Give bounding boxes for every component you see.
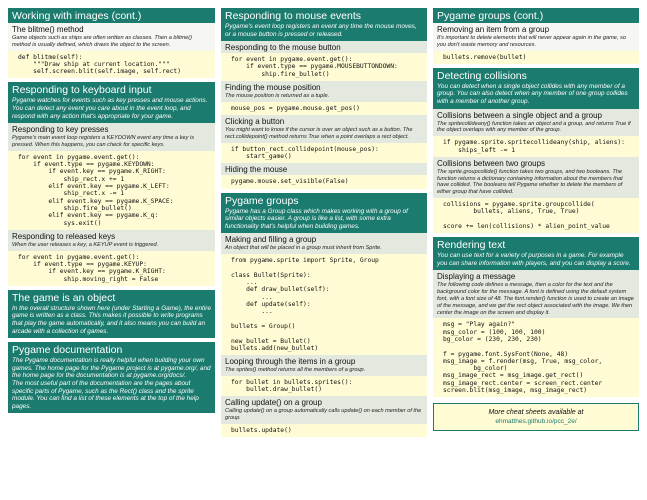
section bbox=[221, 8, 427, 189]
section-intro: Pygame has a Group class which makes working with a group of similar objects easier. A group is like a list, with some extra functionality that's helpful when building games. bbox=[221, 208, 427, 234]
section-intro: Pygame's event loop registers an event any time the mouse moves, or a mouse button is pressed or released. bbox=[221, 23, 427, 41]
subsection-description: It's important to delete elements that will never appear again in the game, so you don't waste memory and resources. bbox=[433, 35, 639, 51]
subsection-title: Responding to the mouse button bbox=[221, 41, 427, 53]
column-1 bbox=[8, 8, 215, 417]
section-title: The game is an object bbox=[8, 290, 215, 305]
section-intro: Pygame watches for events such as key presses and mouse actions. You can detect any event you care about in the event loop, and respond with any action that's appropriate for your game. bbox=[8, 97, 215, 123]
subsection-title: Clicking a button bbox=[221, 115, 427, 127]
subsection-title: The blitme() method bbox=[8, 23, 215, 35]
section bbox=[8, 290, 215, 338]
code-block: collisions = pygame.sprite.groupcollide( bullets, aliens, True, True) score += len(collisions) * alien_point_value bbox=[433, 198, 639, 233]
subsection-title: Removing an item from a group bbox=[433, 23, 639, 35]
subsection-description: Game objects such as ships are often written as classes. Then a blitme() method is usually defined, which draws the object to the screen. bbox=[8, 35, 215, 51]
subsection-description: When the user releases a key, a KEYUP event is triggered. bbox=[8, 242, 215, 251]
more-cheatsheets-link[interactable]: ehmatthes.github.io/pcc_2e/ bbox=[495, 418, 577, 426]
section-title: Responding to mouse events bbox=[221, 8, 427, 23]
subsection-description: Calling update() on a group automatically calls update() on each member of the group. bbox=[221, 408, 427, 424]
section-title: Detecting collisions bbox=[433, 68, 639, 83]
section-intro: You can use text for a variety of purposes in a game. For example you can share information with players, and you can display a score. bbox=[433, 252, 639, 270]
section-title: Responding to keyboard input bbox=[8, 82, 215, 97]
subsection-title: Displaying a message bbox=[433, 270, 639, 282]
subsection-description: Pygame's main event loop registers a KEYDOWN event any time a key is pressed. When this happens, you can check for specific keys. bbox=[8, 135, 215, 151]
section-title: Pygame groups (cont.) bbox=[433, 8, 639, 23]
section bbox=[8, 342, 215, 413]
section-intro: You can detect when a single object collides with any member of a group. You can also detect when any member of one group collides with a member of another group. bbox=[433, 83, 639, 109]
section-title: Pygame documentation bbox=[8, 342, 215, 357]
code-block: for bullet in bullets.sprites(): bullet.draw_bullet() bbox=[221, 376, 427, 397]
column-3 bbox=[433, 8, 639, 431]
section bbox=[433, 8, 639, 64]
section bbox=[221, 193, 427, 438]
column-2 bbox=[221, 8, 427, 441]
section bbox=[8, 82, 215, 285]
subsection-description: The spritecollideany() function takes an object and a group, and returns True if the object overlaps with any member of the group. bbox=[433, 121, 639, 137]
section-title: Rendering text bbox=[433, 237, 639, 252]
code-block: bullets.update() bbox=[221, 424, 427, 437]
subsection-description: You might want to know if the cursor is over an object such as a button. The rect.collidepoint() method returns True when a point overlaps a rect object. bbox=[221, 127, 427, 143]
subsection-title: Collisions between a single object and a group bbox=[433, 109, 639, 121]
section-intro: The Pygame documentation is really helpful when building your own games. The home page for the Pygame project is at pygame.org/, and the home page for the documentation is at pygame.org/docs/. The most useful part of the documentation are the pages about specific parts of Pygame, such as the Rect() class and the sprite module. You can find a list of these elements at the top of the help pages. bbox=[8, 357, 215, 413]
subsection-title: Collisions between two groups bbox=[433, 157, 639, 169]
subsection-title: Responding to key presses bbox=[8, 123, 215, 135]
subsection-description: The mouse position is returned as a tuple. bbox=[221, 93, 427, 102]
code-block: msg = "Play again?" msg_color = (100, 100, 100) bg_color = (230, 230, 230) f = pygame.font.SysFont(None, 48) msg_image = f.render(msg, True, msg_color, bg_color) msg_image_rect = msg_image.get_rect() msg_image_rect.center = screen_rect.center screen.blit(msg_image, msg_image_rect) bbox=[433, 318, 639, 397]
subsection-description: The sprite.groupcollide() function takes two groups, and two booleans. The function returns a dictionary containing information about the members that have collided. The booleans tell Pygame whether to delete the members of either group that have collided. bbox=[433, 169, 639, 198]
code-block: def blitme(self): """Draw ship at current location.""" self.screen.blit(self.image, self.rect) bbox=[8, 51, 215, 79]
section-title: Pygame groups bbox=[221, 193, 427, 208]
subsection-title: Calling update() on a group bbox=[221, 396, 427, 408]
subsection-title: Finding the mouse position bbox=[221, 81, 427, 93]
code-block: for event in pygame.event.get(): if event.type == pygame.KEYDOWN: if event.key == pygame.K_RIGHT: ship_rect.x += 1 elif event.key == pygame.K_LEFT: ship_rect.x -= 1 elif event.key == pygame.K_SPACE: ship.fire_bullet() elif event.key == pygame.K_q: sys.exit() bbox=[8, 151, 215, 230]
section bbox=[433, 68, 639, 233]
code-block: if button_rect.collidepoint(mouse_pos): start_game() bbox=[221, 143, 427, 164]
section-intro: In the overall structure shown here (under Starting a Game), the entire game is written as a class. This makes it possible to write programs that play the game automatically, and it also means you can build an arcade with a collection of games. bbox=[8, 305, 215, 338]
subsection-description: The sprites() method returns all the members of a group. bbox=[221, 367, 427, 376]
subsection-title: Looping through the items in a group bbox=[221, 355, 427, 367]
subsection-description: An object that will be placed in a group must inherit from Sprite. bbox=[221, 245, 427, 254]
code-block: for event in pygame.event.get(): if event.type == pygame.MOUSEBUTTONDOWN: ship.fire_bullet() bbox=[221, 53, 427, 81]
code-block: bullets.remove(bullet) bbox=[433, 51, 639, 64]
code-block: from pygame.sprite import Sprite, Group class Bullet(Sprite): ... def draw_bullet(self): ... def update(self): ... bullets = Group() new_bullet = Bullet() bullets.add(new_bullet) bbox=[221, 254, 427, 355]
code-block: if pygame.sprite.spritecollideany(ship, aliens): ships_left -= 1 bbox=[433, 136, 639, 157]
more-cheatsheets-box bbox=[433, 403, 639, 431]
subsection-title: Hiding the mouse bbox=[221, 163, 427, 175]
subsection-title: Responding to released keys bbox=[8, 230, 215, 242]
section bbox=[8, 8, 215, 78]
subsection-description: The following code defines a message, then a color for the text and the background color for the message. A font is defined using the default system font, with a font size of 48. The font.render() function is used to create an image of the message, and we get the rect object associated with the image. We then center the image on the screen and display it. bbox=[433, 282, 639, 318]
section-title: Working with images (cont.) bbox=[8, 8, 215, 23]
code-block: for event in pygame.event.get(): if event.type == pygame.KEYUP: if event.key == pygame.K_RIGHT: ship.moving_right = False bbox=[8, 251, 215, 286]
section bbox=[433, 237, 639, 397]
more-cheatsheets-text: More cheat sheets available at bbox=[488, 409, 584, 417]
subsection-title: Making and filling a group bbox=[221, 233, 427, 245]
code-block: mouse_pos = pygame.mouse.get_pos() bbox=[221, 102, 427, 115]
code-block: pygame.mouse.set_visible(False) bbox=[221, 175, 427, 188]
